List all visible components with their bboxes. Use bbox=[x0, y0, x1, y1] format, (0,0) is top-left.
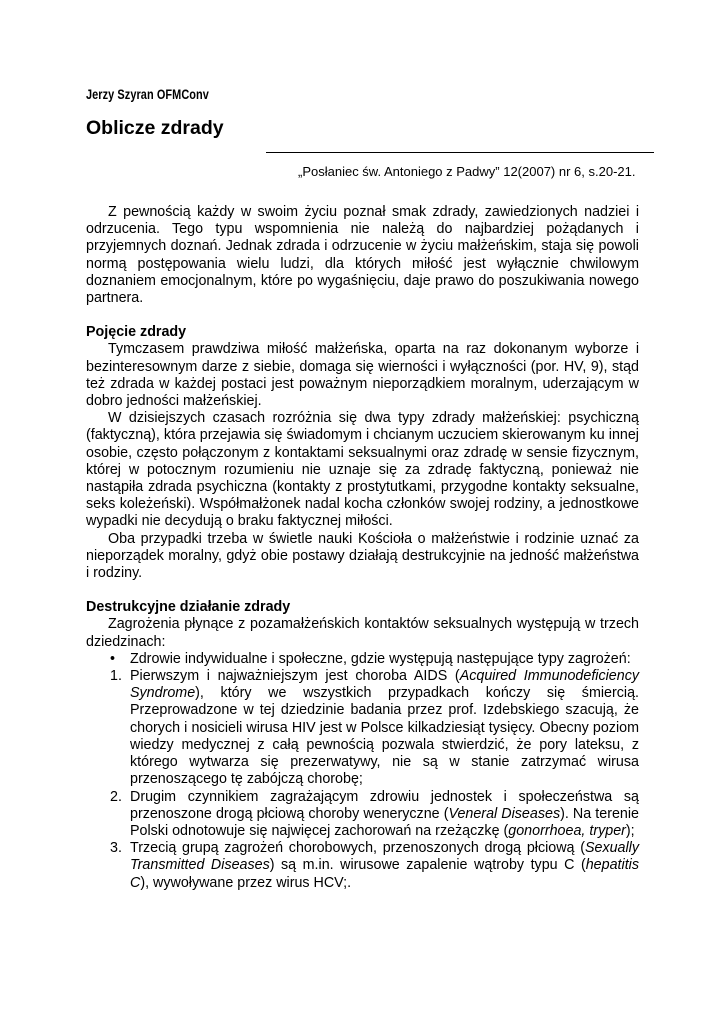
list-item-1 bbox=[86, 668, 639, 788]
paragraph: Tymczasem prawdziwa miłość małżeńska, oparta na raz dokonanym wyborze i bezinteresownym darze z siebie, domaga się wierności i wyłączności (por. HV, 9), stąd też zdrada w każdej postaci jest poważnym nieporządkiem moralnym, uderzającym w dobro jedności małżeńskiej. bbox=[86, 341, 639, 410]
list-text: ) są m.in. wirusowe zapalenie wątroby typu C ( bbox=[269, 857, 586, 874]
list-text-italic: hepatitis C bbox=[130, 857, 639, 891]
list-number: 3. bbox=[110, 840, 122, 857]
list-text: Drugim czynnikiem zagrażającym zdrowiu jednostek i społeczeństwa są przenoszone drogą płciową choroby weneryczne ( bbox=[130, 788, 639, 822]
section-heading-destrukcyjne: Destrukcyjne działanie zdrady bbox=[86, 599, 291, 616]
section-heading-pojecie: Pojęcie zdrady bbox=[86, 324, 187, 341]
list-text: ), który we wszystkich przypadkach kończy się śmiercią. Przeprowadzone w tej dziedzinie badania przez prof. Izdebskiego szacują, że chorych i nosicieli wirusa HIV jest w Polsce kilkadziesiąt tysięcy. Obecny poziom wiedzy medycznej z całą pewnością pozwala stwierdzić, że pory lateksu, z którego wytwarza się prezerwatywy, nie są w stanie zatrzymać wirusa przenoszącego tę zabójczą chorobę; bbox=[130, 685, 639, 788]
bullet-icon: • bbox=[110, 650, 116, 667]
list-item-3 bbox=[86, 840, 639, 892]
list-text-italic: Sexually Transmitted Diseases bbox=[130, 840, 639, 874]
list-text: ), wywoływane przez wirus HCV;. bbox=[140, 874, 352, 891]
list-text: Pierwszym i najważniejszym jest choroba AIDS ( bbox=[130, 668, 460, 685]
list-text: ). Na terenie Polski odnotowuje się najwięcej zachorowań na rzeżączkę ( bbox=[130, 805, 639, 839]
list-number: 2. bbox=[110, 788, 122, 805]
list-number: 1. bbox=[110, 668, 122, 685]
article-body bbox=[86, 204, 639, 892]
list-text: ); bbox=[625, 822, 635, 839]
paragraph: W dzisiejszych czasach rozróżnia się dwa typy zdrady małżeńskiej: psychiczną (faktyczną), która przejawia się świadomym i chcianym uczuciem skierowanym ku innej osobie, często połączonym z kontaktami seksualnymi oraz zdradę w sensie fizycznym, której w potocznym rozumieniu nie uznaje się za zdradę faktyczną, ponieważ nie nastąpiła zdrada psychiczna (kontakty z prostytutkami, przygodne kontakty seksualne, seks koleżeński). Współmałżonek nadal kocha członków swojej rodziny, a jednostkowe wypadki nie decydują o braku faktycznej miłości. bbox=[86, 410, 639, 530]
author-name: Jerzy Szyran OFMConv bbox=[86, 86, 209, 102]
list-text-italic: gonorrhoea, tryper bbox=[508, 822, 626, 839]
paragraph: Oba przypadki trzeba w świetle nauki Kościoła o małżeństwie i rodzinie uznać za nieporządek moralny, gdyż obie postawy działają destrukcyjnie na jedność małżeństwa i rodziny. bbox=[86, 530, 639, 582]
divider-line bbox=[266, 152, 654, 153]
list-text: Trzecią grupą zagrożeń chorobowych, przenoszonych drogą płciową ( bbox=[130, 840, 585, 857]
list-text-italic: Veneral Diseases bbox=[448, 805, 561, 822]
article-title: Oblicze zdrady bbox=[86, 117, 224, 139]
document-page bbox=[86, 86, 640, 891]
source-citation: „Posłaniec św. Antoniego z Padwy” 12(2007) nr 6, s.20-21. bbox=[298, 164, 636, 179]
intro-paragraph: Z pewnością każdy w swoim życiu poznał smak zdrady, zawiedzionych nadziei i odrzucenia. Tego typu wspomnienia nie należą do najbardziej pożądanych i przyjemnych doznań. Jednak zdrada i odrzucenie w życiu małżeńskim, staja się powoli normą postępowania wielu ludzi, dla których miłość jest wyłącznie chwilowym doznaniem emocjonalnym, które po wygaśnięciu, daje prawo do poszukiwania nowego partnera. bbox=[86, 204, 639, 307]
bullet-item bbox=[86, 651, 639, 668]
list-item-2 bbox=[86, 789, 639, 841]
list-text-italic: Acquired Immunodeficiency Syndrome bbox=[130, 668, 640, 702]
bullet-text: Zdrowie indywidualne i społeczne, gdzie występują następujące typy zagrożeń: bbox=[130, 650, 631, 667]
paragraph: Zagrożenia płynące z pozamałżeńskich kontaktów seksualnych występują w trzech dziedzinach: bbox=[86, 616, 639, 650]
